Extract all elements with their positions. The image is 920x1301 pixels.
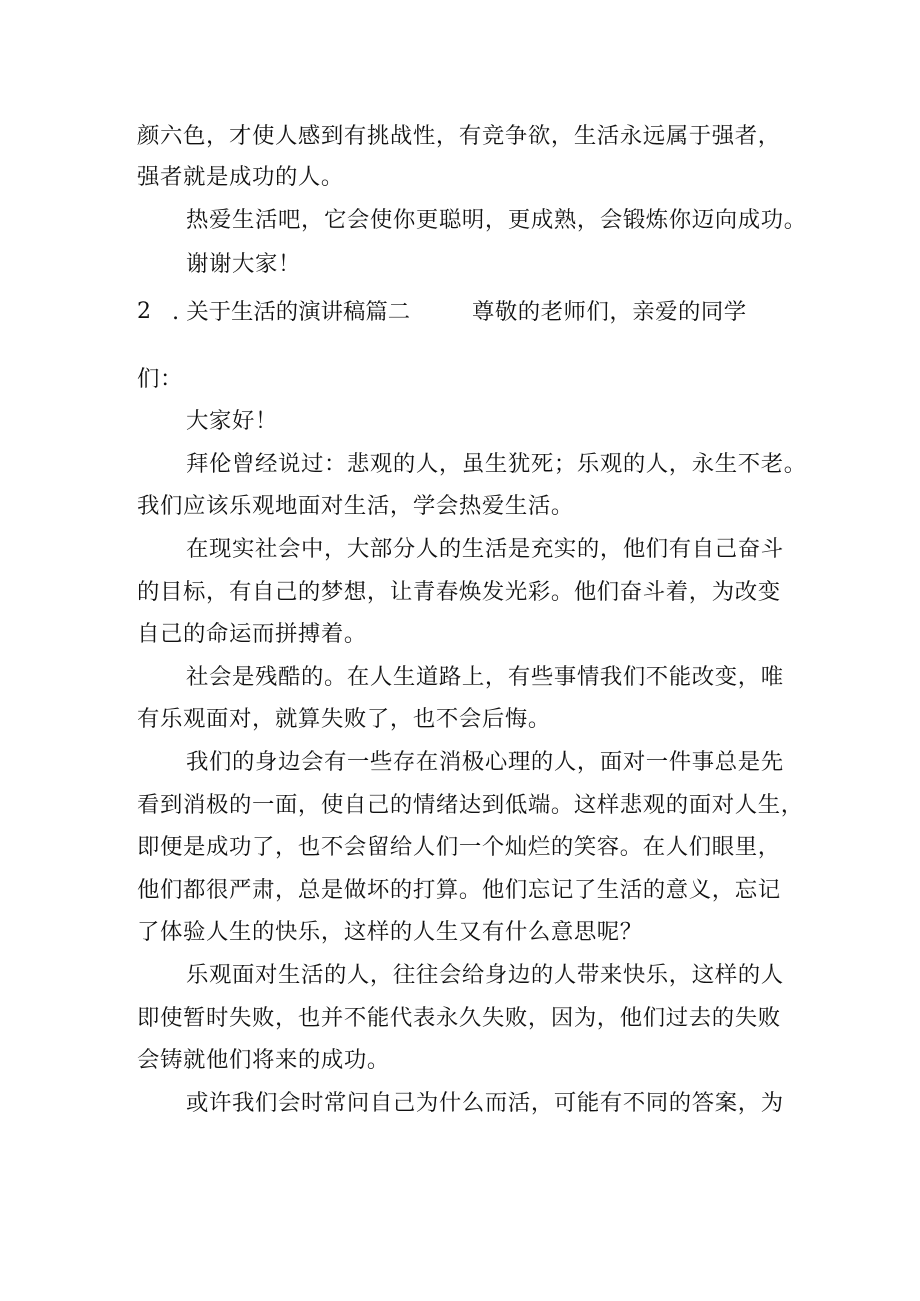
- paragraph-line: 热爱生活吧，它会使你更聪明，更成熟，会锻炼你迈向成功。: [186, 207, 807, 233]
- paragraph-line: 在现实社会中，大部分人的生活是充实的，他们有自己奋斗: [186, 536, 784, 562]
- paragraph-line: 了体验人生的快乐，这样的人生又有什么意思呢？: [137, 919, 643, 945]
- paragraph-line: 我们应该乐观地面对生活，学会热爱生活。: [137, 493, 574, 519]
- paragraph-line: 谢谢大家！: [186, 251, 301, 277]
- paragraph-line: 会铸就他们将来的成功。: [137, 1047, 390, 1073]
- paragraph-line: 或许我们会时常问自己为什么而活，可能有不同的答案，为: [186, 1090, 784, 1116]
- section-heading-title: . 关于生活的演讲稿篇二: [172, 299, 411, 325]
- paragraph-line: 我们的身边会有一些存在消极心理的人，面对一件事总是先: [186, 749, 784, 775]
- paragraph-line: 社会是残酷的。在人生道路上，有些事情我们不能改变，唯: [186, 664, 784, 690]
- paragraph-line: 颜六色，才使人感到有挑战性，有竞争欲，生活永远属于强者，: [137, 123, 781, 149]
- paragraph-line: 自己的命运而拼搏着。: [137, 621, 367, 647]
- paragraph-line: 即使暂时失败，也并不能代表永久失败，因为，他们过去的失败: [137, 1005, 781, 1031]
- paragraph-line: 乐观面对生活的人，往往会给身边的人带来快乐，这样的人: [186, 962, 784, 988]
- paragraph-line: 们：: [137, 366, 183, 392]
- paragraph-line: 的目标，有自己的梦想，让青春焕发光彩。他们奋斗着，为改变: [137, 579, 781, 605]
- section-heading-greeting: 尊敬的老师们，亲爱的同学: [472, 299, 747, 325]
- paragraph-line: 他们都很严肃，总是做坏的打算。他们忘记了生活的意义，忘记: [137, 877, 781, 903]
- section-heading-number: 2: [137, 299, 151, 324]
- paragraph-line: 看到消极的一面，使自己的情绪达到低端。这样悲观的面对人生，: [137, 792, 804, 818]
- paragraph-line: 有乐观面对，就算失败了，也不会后悔。: [137, 706, 551, 732]
- paragraph-line: 拜伦曾经说过：悲观的人，虽生犹死；乐观的人，永生不老。: [186, 451, 807, 477]
- paragraph-line: 即便是成功了，也不会留给人们一个灿烂的笑容。在人们眼里，: [137, 834, 781, 860]
- paragraph-line: 强者就是成功的人。: [137, 164, 344, 190]
- paragraph-line: 大家好！: [186, 408, 278, 434]
